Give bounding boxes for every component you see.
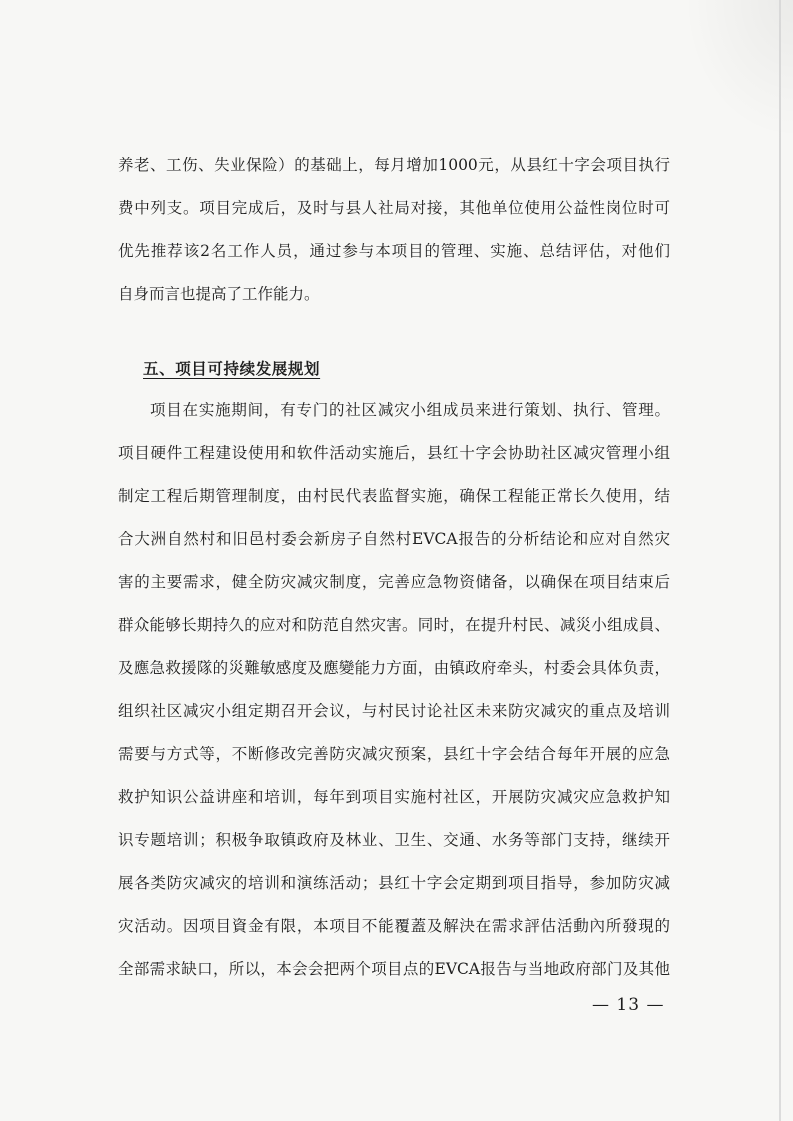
page-number: — 13 —: [592, 995, 665, 1015]
paragraph-line: 组织社区减灾小组定期召开会议，与村民讨论社区未来防灾减灾的重点及培训: [118, 702, 670, 720]
paragraph-line: 群众能够长期持久的应对和防范自然灾害。同时，在提升村民、减災小组成員、: [118, 616, 670, 634]
paragraph-line: 项目硬件工程建设使用和软件活动实施后，县红十字会协助社区减灾管理小组: [118, 444, 670, 462]
paragraph-line: 灾活动。因项目資金有限，本项目不能覆蓋及解決在需求評估活動內所發現的: [118, 917, 670, 935]
scan-page-edge: [779, 0, 781, 1121]
paragraph-line: 制定工程后期管理制度，由村民代表监督实施，确保工程能正常长久使用，结: [118, 487, 670, 505]
paragraph-line: 优先推荐该2名工作人员，通过参与本项目的管理、实施、总结评估，对他们: [118, 242, 670, 260]
paragraph-line: 项目在实施期间，有专门的社区减灾小组成员来进行策划、执行、管理。: [150, 401, 670, 419]
paragraph-sustainability-plan: [118, 389, 670, 991]
paragraph-line: 全部需求缺口，所以，本会会把两个项目点的EVCA报告与当地政府部门及其他: [118, 960, 670, 978]
paragraph-line: 费中列支。项目完成后，及时与县人社局对接，其他单位使用公益性岗位时可: [118, 199, 670, 217]
paragraph-line: 展各类防灾减灾的培训和演练活动；县红十字会定期到项目指导，参加防灾减: [118, 874, 670, 892]
paragraph-line: 识专题培训；积极争取镇政府及林业、卫生、交通、水务等部门支持，继续开: [118, 831, 670, 849]
paragraph-line: 需要与方式等，不断修改完善防灾减灾预案，县红十字会结合每年开展的应急: [118, 745, 670, 763]
paragraph-line: 合大洲自然村和旧邑村委会新房子自然村EVCA报告的分析结论和应对自然灾: [118, 530, 670, 548]
paragraph-line: 养老、工伤、失业保险）的基础上，每月增加1000元，从县红十字会项目执行: [118, 156, 670, 174]
section-heading: 五、项目可持续发展规划: [143, 359, 321, 378]
scan-smudge: [683, 0, 793, 140]
paragraph-continuation: [118, 144, 670, 316]
paragraph-line: 害的主要需求，健全防灾减灾制度，完善应急物资储备，以确保在项目结束后: [118, 573, 670, 591]
paragraph-line: 及應急救援隊的災難敏感度及應變能力方面，由镇政府牵头，村委会具体负责，: [118, 659, 670, 677]
paragraph-line: 自身而言也提高了工作能力。: [118, 285, 320, 303]
paragraph-line: 救护知识公益讲座和培训，每年到项目实施村社区，开展防灾减灾应急救护知: [118, 788, 670, 806]
